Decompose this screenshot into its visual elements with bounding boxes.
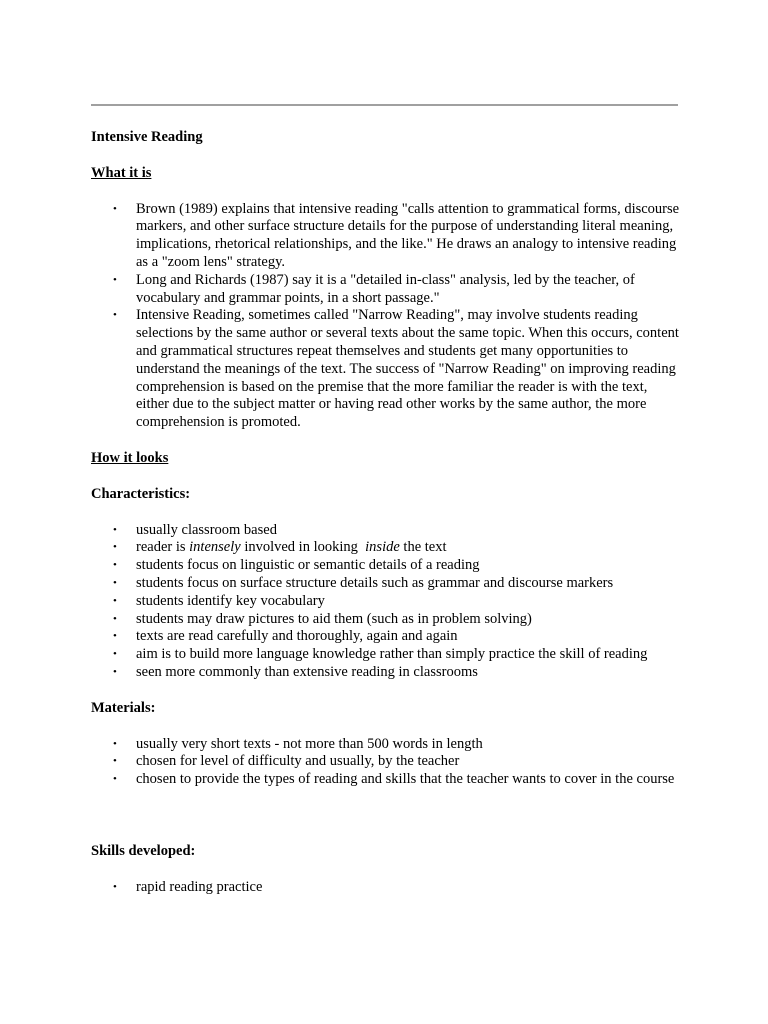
list-item-text: seen more commonly than extensive reading in classrooms [136, 663, 478, 680]
list-item [91, 879, 681, 897]
bullet-icon: • [113, 665, 117, 678]
list-item-text: aim is to build more language knowledge rather than simply practice the skill of reading [136, 646, 648, 663]
bullet-icon: • [113, 880, 117, 893]
bullet-icon: • [113, 541, 117, 554]
bullet-icon: • [113, 523, 117, 536]
list-item [91, 522, 681, 540]
section-heading-what-it-is: What it is [91, 164, 152, 181]
text-run: reader is [136, 539, 190, 556]
bullet-icon: • [113, 755, 117, 768]
list-item-text: students may draw pictures to aid them (such as in problem solving) [136, 610, 532, 627]
list-item-text: Brown (1989) explains that intensive reading "calls attention to grammatical forms, discourse markers, and other surface structure details for the purpose of understanding literal meaning, implications, rhetorical relationships, and the like." He draws an analogy to intensive reading as a "zoom lens" strategy. [136, 200, 680, 270]
list-item-text: students identify key vocabulary [136, 592, 325, 609]
skills-list [91, 879, 681, 897]
list-item [91, 272, 681, 308]
list-item [91, 628, 681, 646]
list-item [91, 575, 681, 593]
horizontal-rule [91, 104, 678, 106]
list-item-text: texts are read carefully and thoroughly, again and again [136, 628, 458, 645]
document-body [91, 129, 681, 897]
bullet-icon: • [113, 648, 117, 661]
bullet-icon: • [113, 273, 117, 286]
page-title: Intensive Reading [91, 129, 203, 145]
list-item [91, 771, 681, 789]
list-item [91, 539, 681, 557]
bullet-icon: • [113, 202, 117, 215]
list-item [91, 611, 681, 629]
bullet-icon: • [113, 594, 117, 607]
list-item-text [136, 539, 447, 555]
bullet-icon: • [113, 559, 117, 572]
list-item-text: usually classroom based [136, 521, 277, 538]
list-item [91, 664, 681, 682]
emphasis-text: inside [365, 539, 400, 556]
subheading-skills-developed: Skills developed: [91, 842, 196, 859]
list-item [91, 201, 681, 272]
list-item-text: Long and Richards (1987) say it is a "detailed in-class" analysis, led by the teacher, of vocabulary and grammar points, in a short passage." [136, 271, 635, 306]
list-item [91, 736, 681, 754]
list-item [91, 557, 681, 575]
bullet-icon: • [113, 773, 117, 786]
list-item [91, 646, 681, 664]
bullet-icon: • [113, 737, 117, 750]
list-item-text: students focus on linguistic or semantic details of a reading [136, 557, 480, 574]
list-item-text: chosen to provide the types of reading and skills that the teacher wants to cover in the course [136, 771, 675, 788]
emphasis-text: intensely [189, 539, 241, 556]
section-heading-how-it-looks: How it looks [91, 449, 169, 466]
subheading-materials: Materials: [91, 699, 156, 716]
subheading-characteristics: Characteristics: [91, 485, 191, 502]
text-run: the text [399, 539, 447, 556]
bullet-icon: • [113, 630, 117, 643]
list-item [91, 307, 681, 432]
bullet-icon: • [113, 576, 117, 589]
bullet-icon: • [113, 309, 117, 322]
list-item-text: chosen for level of difficulty and usually, by the teacher [136, 753, 460, 770]
bullet-icon: • [113, 612, 117, 625]
list-item [91, 593, 681, 611]
list-item-text: rapid reading practice [136, 878, 263, 895]
text-run: involved in looking [240, 539, 366, 556]
list-item-text: usually very short texts - not more than 500 words in length [136, 735, 483, 752]
list-item [91, 753, 681, 771]
list-item-text: Intensive Reading, sometimes called "Narrow Reading", may involve students reading selections by the same author or several texts about the same topic. When this occurs, content and grammatical structures repeat themselves and students get many opportunities to understand the meanings of the text. The success of "Narrow Reading" on improving reading comprehension is based on the premise that the more familiar the reader is with the text, either due to the subject matter or having read other works by the same author, the more comprehension is promoted. [136, 307, 679, 431]
what-it-is-list [91, 201, 681, 432]
materials-list [91, 736, 681, 789]
characteristics-list [91, 522, 681, 682]
list-item-text: students focus on surface structure details such as grammar and discourse markers [136, 574, 614, 591]
